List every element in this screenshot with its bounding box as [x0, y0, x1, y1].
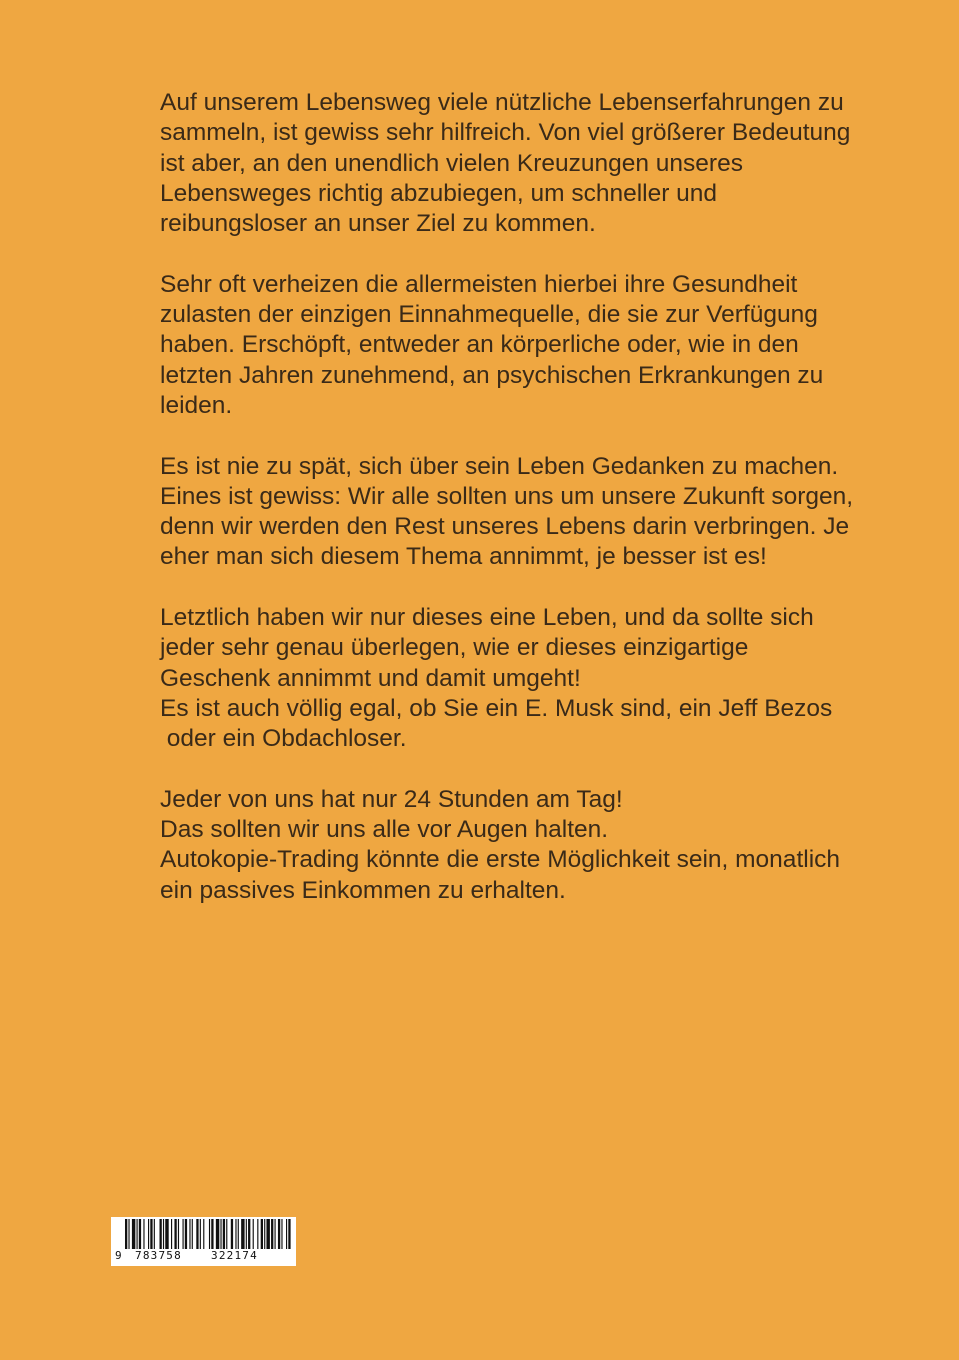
barcode-bar	[253, 1219, 254, 1249]
barcode-digit-group-1: 783758	[135, 1249, 182, 1262]
barcode-bar	[281, 1219, 282, 1249]
barcode-bar	[160, 1219, 162, 1249]
text-line: Auf unserem Lebensweg viele nützliche Lebenserfahrungen zu	[160, 89, 844, 116]
barcode-bar	[203, 1219, 204, 1249]
text-line: Es ist nie zu spät, sich über sein Leben Gedanken zu machen.	[160, 452, 839, 480]
barcode-bar	[163, 1219, 164, 1249]
text-line: Es ist auch völlig egal, ob Sie ein E. Musk sind, ein Jeff Bezos	[160, 694, 833, 722]
barcode-bar	[286, 1219, 287, 1249]
barcode-bar	[174, 1219, 176, 1249]
barcode-digits	[111, 1248, 296, 1264]
barcode-bar	[248, 1219, 250, 1249]
barcode-bar	[150, 1219, 152, 1249]
barcode-bar	[185, 1219, 187, 1249]
barcode-bar	[235, 1219, 236, 1249]
text-line: zulasten der einzigen Einnahmequelle, die sie zur Verfügung	[160, 301, 818, 329]
barcode-bar	[257, 1219, 258, 1249]
text-line: reibungsloser an unser Ziel zu kommen.	[160, 210, 596, 238]
text-line: Jeder von uns hat nur 24 Stunden am Tag!	[160, 785, 623, 813]
text-line: haben. Erschöpft, entweder an körperliche oder, wie in den	[160, 331, 799, 359]
text-line: Sehr oft verheizen die allermeisten hierbei ihre Gesundheit	[160, 270, 798, 298]
text-line: Letztlich haben wir nur dieses eine Leben, und da sollte sich	[160, 604, 814, 632]
back-cover-text	[160, 88, 880, 936]
barcode-bar	[171, 1219, 172, 1249]
barcode-bar	[266, 1219, 269, 1249]
barcode-bar	[275, 1219, 276, 1249]
barcode-bar	[209, 1219, 210, 1249]
barcode-bar	[192, 1219, 193, 1249]
paragraph-1	[160, 88, 880, 239]
barcode-bar	[165, 1219, 168, 1249]
paragraph-4	[160, 603, 880, 754]
isbn-barcode	[111, 1217, 296, 1266]
text-line: jeder sehr genau überlegen, wie er dieses einzigartige	[160, 634, 749, 662]
text-line: oder ein Obdachloser.	[160, 725, 407, 753]
text-line: leiden.	[160, 391, 233, 419]
text-line: letzten Jahren zunehmend, an psychischen Erkrankungen zu	[160, 361, 824, 389]
barcode-lead-digit: 9	[115, 1249, 122, 1262]
barcode-bar	[288, 1219, 290, 1249]
text-line: ist aber, an den unendlich vielen Kreuzungen unseres	[160, 149, 743, 177]
barcode-bar	[226, 1219, 227, 1249]
paragraph-3	[160, 452, 880, 573]
text-line: Autokopie-Trading könnte die erste Möglichkeit sein, monatlich	[160, 846, 841, 874]
barcode-bars	[111, 1217, 296, 1249]
barcode-bar	[125, 1219, 127, 1249]
barcode-bar	[278, 1219, 280, 1249]
barcode-bar	[178, 1219, 179, 1249]
barcode-bar	[148, 1219, 149, 1249]
text-line: Eines ist gewiss: Wir alle sollten uns um unsere Zukunft sorgen,	[160, 482, 854, 510]
text-line: denn wir werden den Rest unseres Lebens darin verbringen. Je	[160, 513, 850, 541]
barcode-bar	[211, 1219, 213, 1249]
barcode-bar	[200, 1219, 201, 1249]
barcode-digit-group-2: 322174	[211, 1249, 258, 1262]
barcode-bar	[238, 1219, 239, 1249]
barcode-bar	[196, 1219, 198, 1249]
barcode-bar	[246, 1219, 247, 1249]
text-line: sammeln, ist gewiss sehr hilfreich. Von viel größerer Bedeutung	[160, 119, 851, 147]
barcode-bar	[223, 1219, 225, 1249]
barcode-bar	[220, 1219, 221, 1249]
barcode-bar	[154, 1219, 155, 1249]
barcode-bar	[128, 1219, 129, 1249]
text-line: Geschenk annimmt und damit umgeht!	[160, 664, 581, 692]
barcode-bar	[264, 1219, 265, 1249]
barcode-bar	[132, 1219, 135, 1249]
text-line: eher man sich diesem Thema annimmt, je besser ist es!	[160, 543, 767, 571]
text-line: Das sollten wir uns alle vor Augen halten.	[160, 816, 609, 844]
barcode-bar	[189, 1219, 190, 1249]
text-line: ein passives Einkommen zu erhalten.	[160, 876, 566, 904]
barcode-bar	[137, 1219, 138, 1249]
barcode-bar	[231, 1219, 233, 1249]
barcode-bar	[183, 1219, 184, 1249]
barcode-bar	[143, 1219, 144, 1249]
text-line: Lebensweges richtig abzubiegen, um schneller und	[160, 179, 718, 207]
barcode-bar	[271, 1219, 273, 1249]
paragraph-2	[160, 270, 880, 421]
barcode-bar	[216, 1219, 219, 1249]
barcode-bar	[241, 1219, 244, 1249]
barcode-bar	[139, 1219, 141, 1249]
barcode-bar	[261, 1219, 263, 1249]
paragraph-5	[160, 785, 880, 906]
